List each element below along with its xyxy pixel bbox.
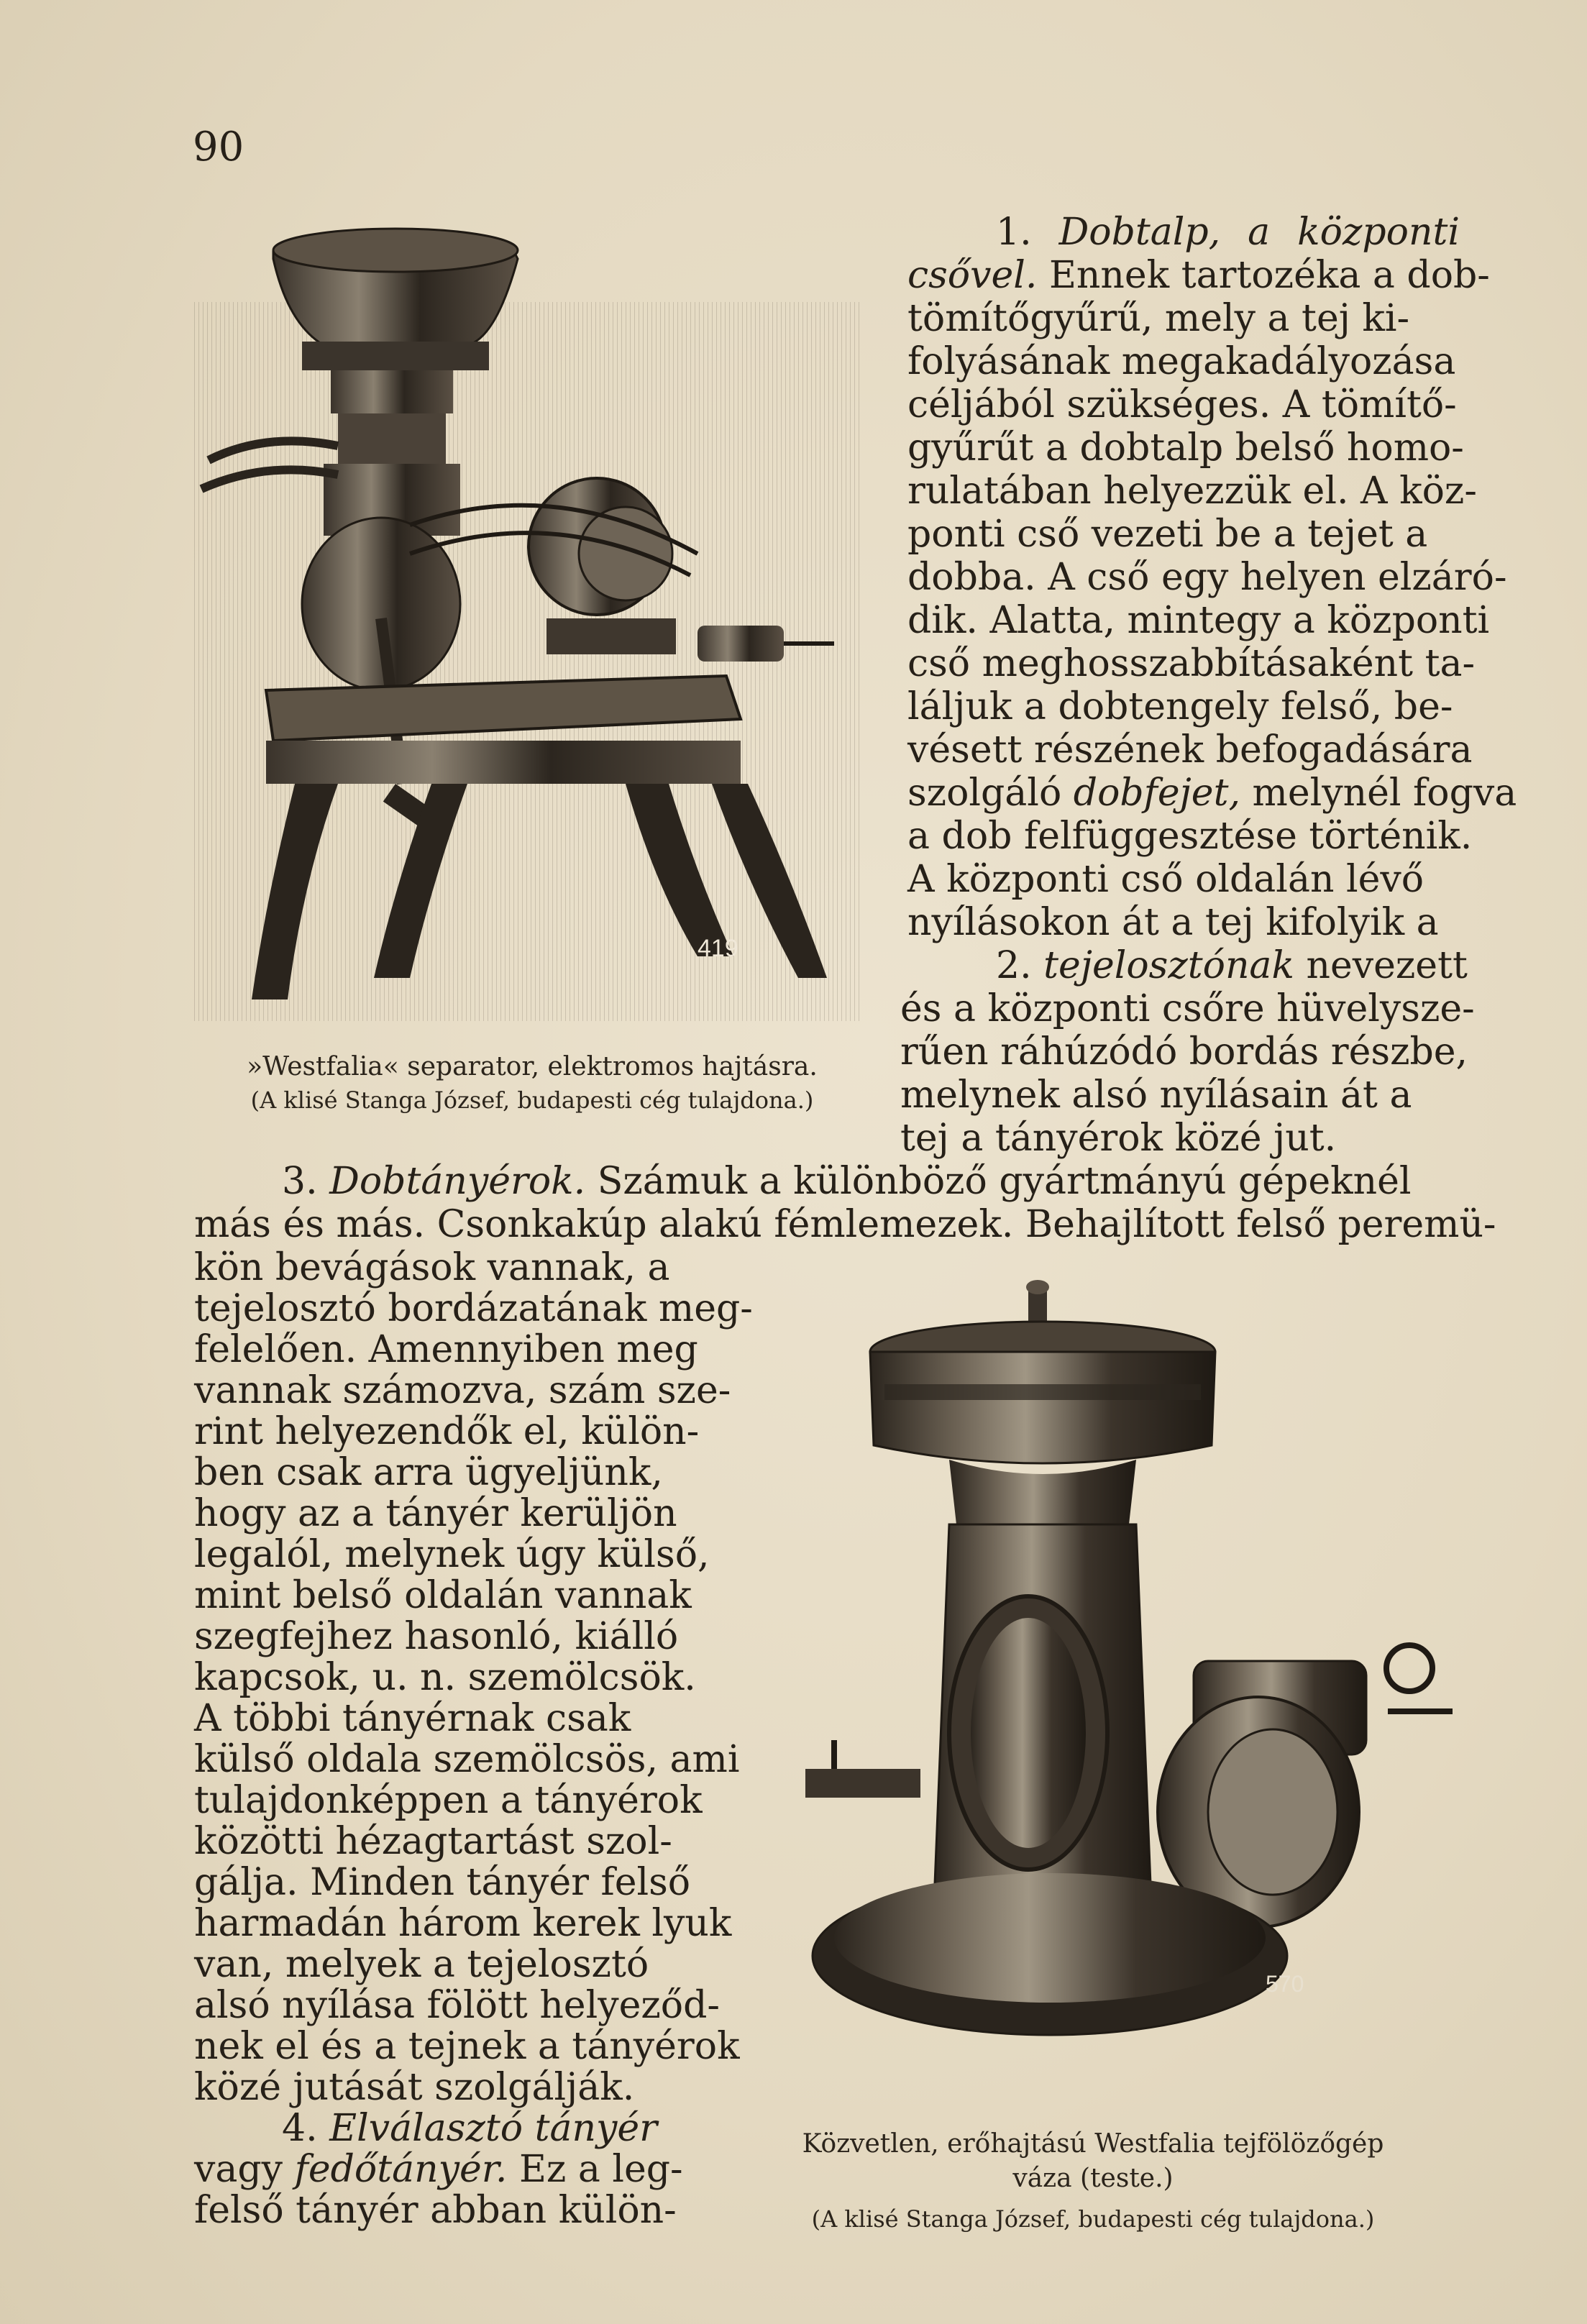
text-line: a dob felfüggesztése történik. xyxy=(907,815,1473,858)
text-line: közé jutását szolgálják. xyxy=(194,2066,635,2109)
text-line: mint belső oldalán vannak xyxy=(194,1574,692,1617)
text-line: ponti cső vezeti be a tejet a xyxy=(907,513,1428,556)
separator-illustration xyxy=(194,216,863,1035)
text-line: csővel. Ennek tartozéka a dob- xyxy=(907,254,1490,297)
text-line: felelően. Amennyiben meg xyxy=(194,1328,698,1371)
text-line: más és más. Csonkakúp alakú fémlemezek. Behajlított felső peremü- xyxy=(194,1203,1496,1246)
text-line: szegfejhez hasonló, kiálló xyxy=(194,1615,679,1658)
text-line: tej a tányérok közé jut. xyxy=(900,1117,1337,1160)
text-line: szolgáló dobfejet, melynél fogva xyxy=(907,772,1517,815)
text-line: 4. Elválasztó tányér xyxy=(282,2107,657,2150)
plate-number: 419 xyxy=(698,935,738,962)
text-line: A többi tányérnak csak xyxy=(194,1697,631,1740)
text-line: tömítőgyűrű, mely a tej ki- xyxy=(907,297,1410,340)
text-line: nek el és a tejnek a tányérok xyxy=(194,2025,740,2068)
text-line: legalól, melynek úgy külső, xyxy=(194,1533,710,1576)
text-line: felső tányér abban külön- xyxy=(194,2189,677,2232)
page-number: 90 xyxy=(193,124,244,170)
text-line: kapcsok, u. n. szemölcsök. xyxy=(194,1656,696,1699)
text-line: vannak számozva, szám sze- xyxy=(194,1369,731,1412)
text-line: van, melyek a tejelosztó xyxy=(194,1943,649,1986)
text-line: céljából szükséges. A tömítő- xyxy=(907,383,1457,426)
text-line: tulajdonképpen a tányérok xyxy=(194,1779,703,1822)
text-line: vésett részének befogadására xyxy=(907,728,1473,772)
text-line: gyűrűt a dobtalp belső homo- xyxy=(907,426,1464,470)
text-line: A központi cső oldalán lévő xyxy=(907,858,1424,901)
separator-caption-line-2: (A klisé Stanga József, budapesti cég tulajdona.) xyxy=(250,1086,814,1114)
text-line: 3. Dobtányérok. Számuk a különböző gyártmányú gépeknél xyxy=(282,1160,1412,1203)
text-line: láljuk a dobtengely felső, be- xyxy=(907,685,1453,728)
separator-caption-line-1: »Westfalia« separator, elektromos hajtásra. xyxy=(247,1052,818,1081)
text-line: vagy fedőtányér. Ez a leg- xyxy=(194,2148,683,2191)
text-line: melynek alsó nyílásain át a xyxy=(900,1074,1412,1117)
text-line: nyílásokon át a tej kifolyik a xyxy=(907,901,1439,944)
text-line: harmadán három kerek lyuk xyxy=(194,1902,732,1945)
text-line: cső meghosszabbításaként ta- xyxy=(907,642,1476,685)
text-line: gálja. Minden tányér felső xyxy=(194,1861,691,1904)
text-line: rint helyezendők el, külön- xyxy=(194,1410,700,1453)
skimmer-caption-line-1: Közvetlen, erőhajtású Westfalia tejfölözőgép xyxy=(802,2129,1384,2159)
text-line: külső oldala szemölcsös, ami xyxy=(194,1738,740,1781)
text-line: rulatában helyezzük el. A köz- xyxy=(907,470,1477,513)
text-line: 1. Dobtalp, a központi xyxy=(996,211,1460,254)
text-line: hogy az a tányér kerüljön xyxy=(194,1492,677,1535)
text-line: alsó nyílása fölött helyeződ- xyxy=(194,1984,720,2027)
text-line: dobba. A cső egy helyen elzáró- xyxy=(907,556,1507,599)
text-line: 2. tejelosztónak nevezett xyxy=(996,944,1468,987)
text-line: dik. Alatta, mintegy a központi xyxy=(907,599,1490,642)
text-line: és a központi csőre hüvelysze- xyxy=(900,987,1475,1030)
text-line: folyásának megakadályozása xyxy=(907,340,1456,383)
skimmer-caption-line-2: váza (teste.) xyxy=(1012,2164,1174,2193)
text-line: tejelosztó bordázatának meg- xyxy=(194,1287,753,1330)
skimmer-caption-line-3: (A klisé Stanga József, budapesti cég tulajdona.) xyxy=(811,2205,1375,2233)
text-line: ben csak arra ügyeljünk, xyxy=(194,1451,663,1494)
text-line: rűen ráhúzódó bordás részbe, xyxy=(900,1030,1468,1074)
text-line: közötti hézagtartást szol- xyxy=(194,1820,672,1863)
text-line: kön bevágások vannak, a xyxy=(194,1246,670,1289)
plate-number: 570 xyxy=(1266,1971,1304,1997)
skimmer-illustration xyxy=(791,1266,1496,2114)
